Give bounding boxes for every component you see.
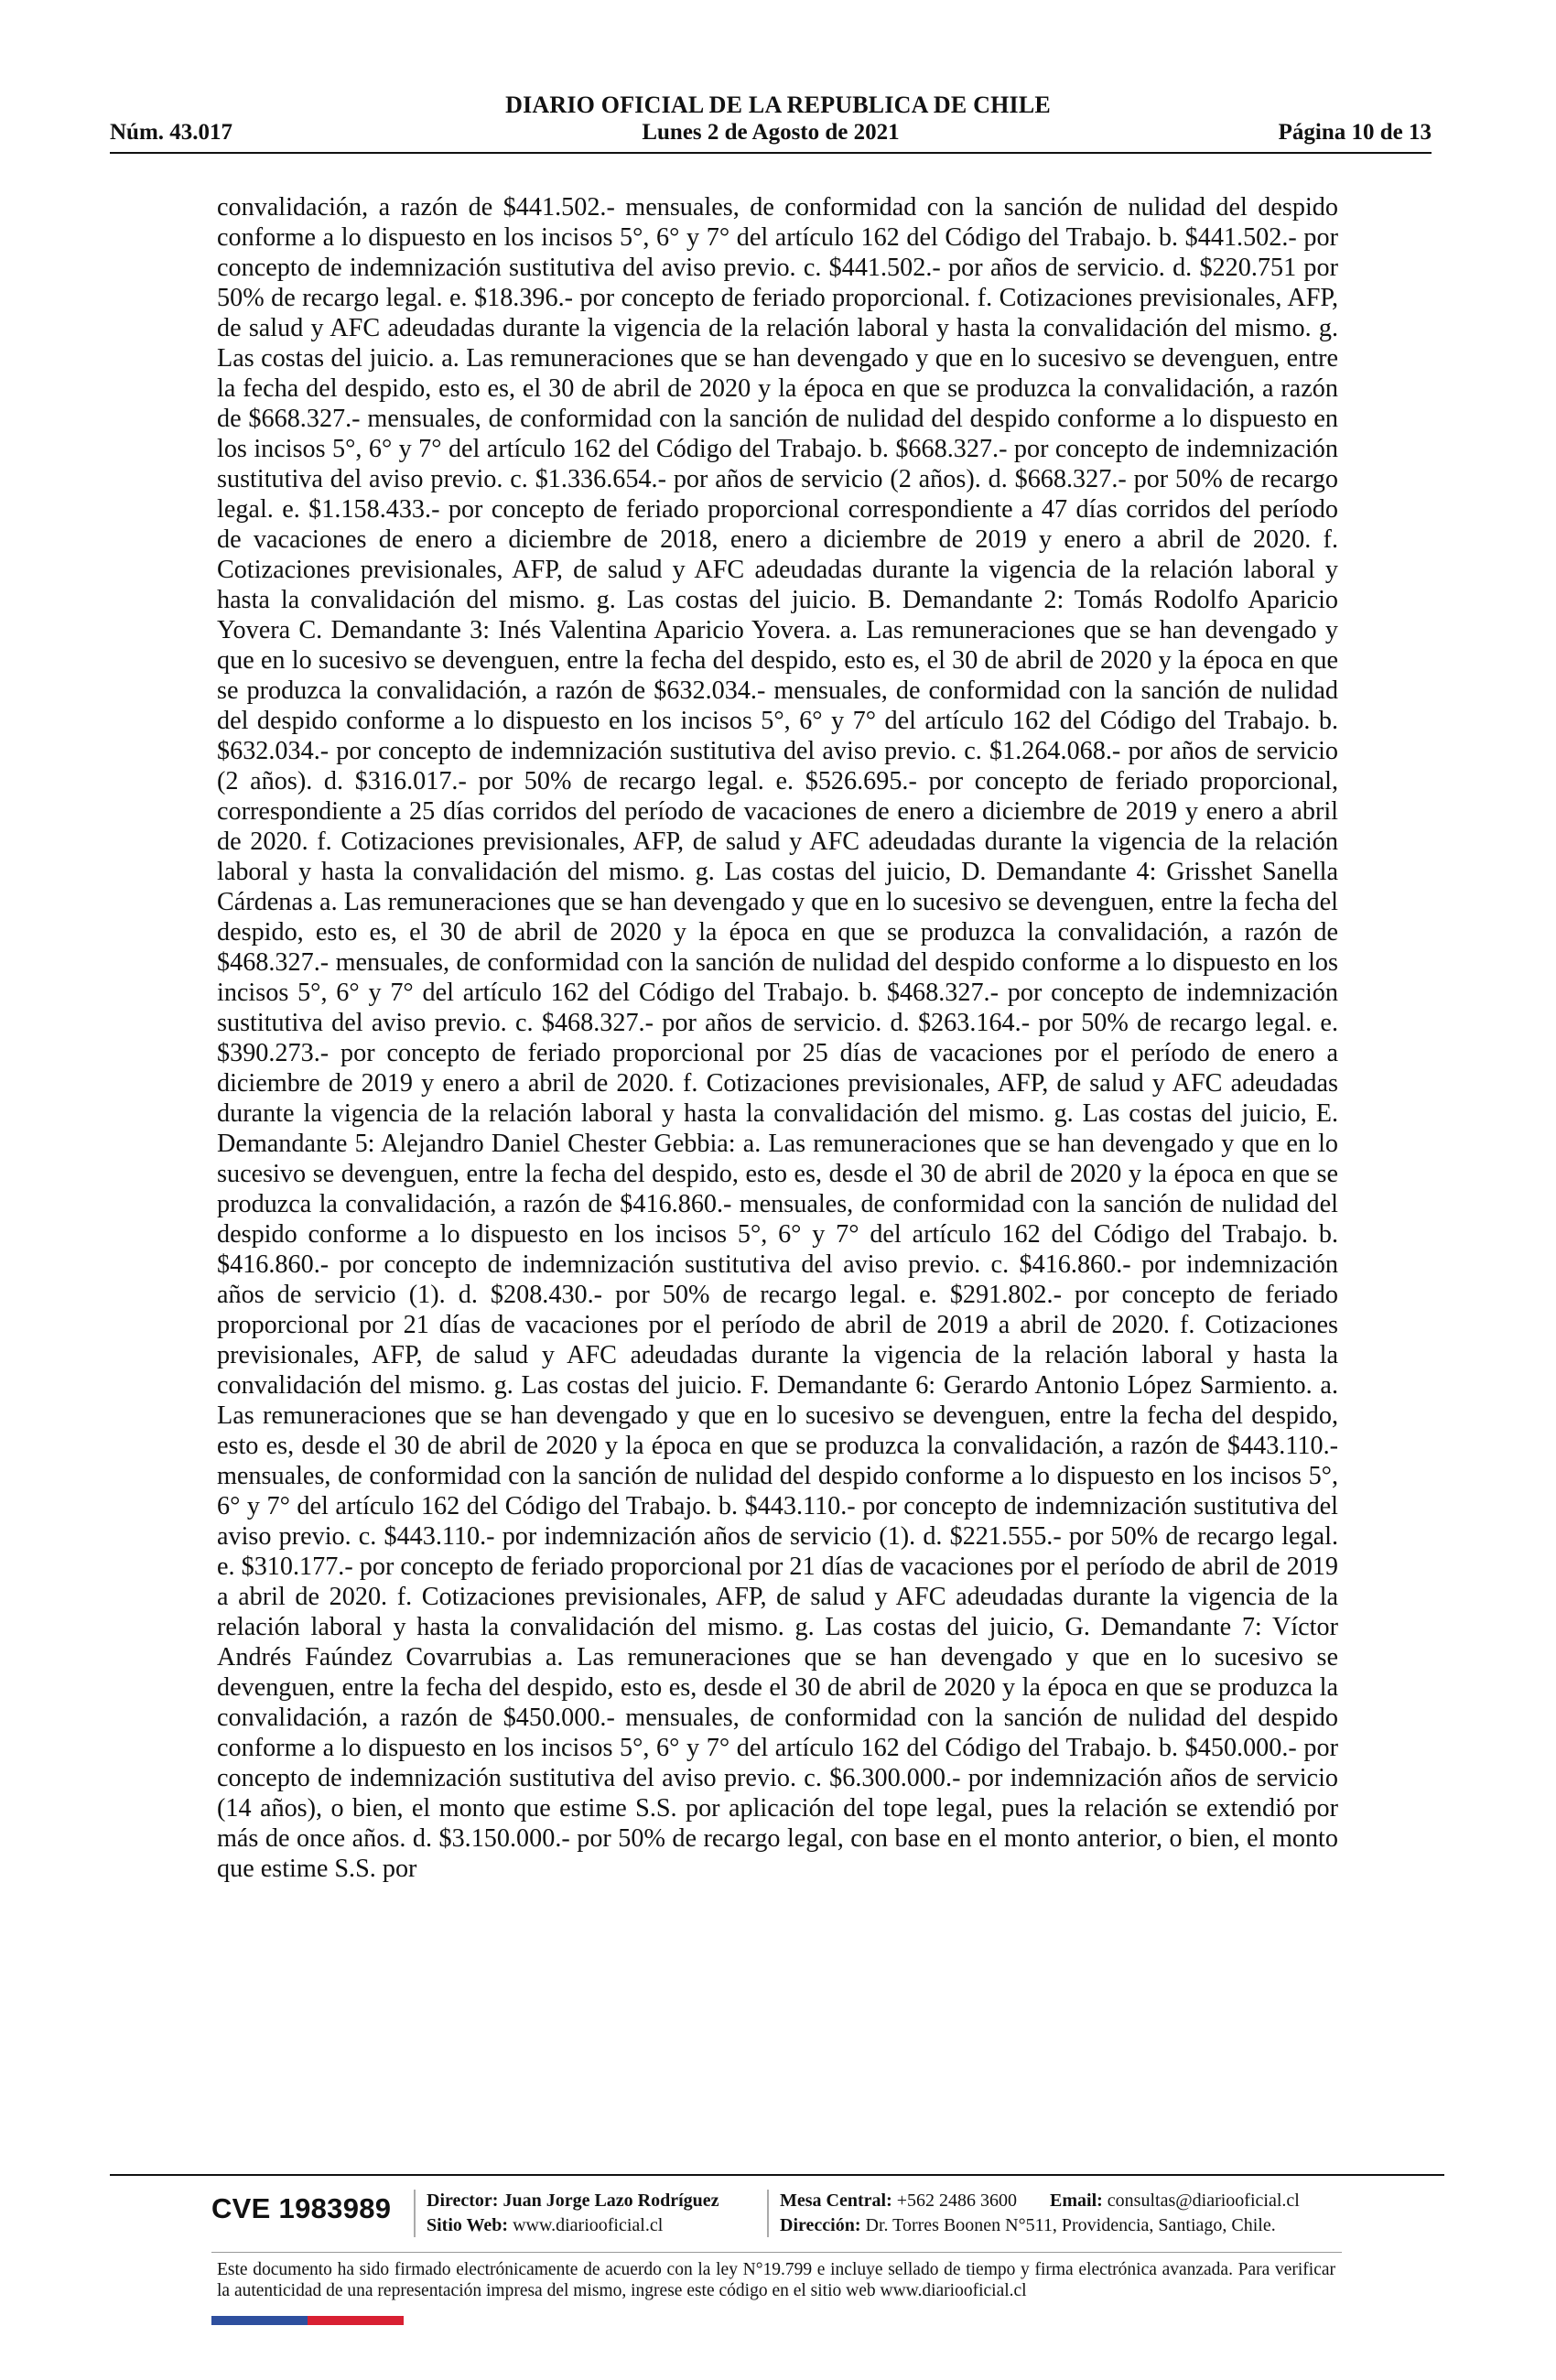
footer-separator: [767, 2190, 769, 2237]
contact-line: [780, 2189, 1300, 2213]
address-label: Dirección:: [780, 2215, 861, 2235]
address-text: Dr. Torres Boonen N°511, Providencia, Santiago, Chile.: [865, 2215, 1276, 2235]
body-paragraph: convalidación, a razón de $441.502.- mensuales, de conformidad con la sanción de nulidad del despido conforme a lo dispuesto en los incisos 5°, 6° y 7° del artículo 162 del Código del Trabajo. b. $441.502.- por concepto de indemnización sustitutiva del aviso previo. c. $441.502.- por años de servicio. d. $220.751 por 50% de recargo legal. e. $18.396.- por concepto de feriado proporcional. f. Cotizaciones previsionales, AFP, de salud y AFC adeudadas durante la vigencia de la relación laboral y hasta la convalidación del mismo. g. Las costas del juicio. a. Las remuneraciones que se han devengado y que en lo sucesivo se devenguen, entre la fecha del despido, esto es, el 30 de abril de 2020 y la época en que se produzca la convalidación, a razón de $668.327.- mensuales, de conformidad con la sanción de nulidad del despido conforme a lo dispuesto en los incisos 5°, 6° y 7° del artículo 162 del Código del Trabajo. b. $668.327.- por concepto de indemnización sustitutiva del aviso previo. c. $1.336.654.- por años de servicio (2 años). d. $668.327.- por 50% de recargo legal. e. $1.158.433.- por concepto de feriado proporcional correspondiente a 47 días corridos del período de vacaciones de enero a diciembre de 2018, enero a diciembre de 2019 y enero a abril de 2020. f. Cotizaciones previsionales, AFP, de salud y AFC adeudadas durante la vigencia de la relación laboral y hasta la convalidación del mismo. g. Las costas del juicio. B. Demandante 2: Tomás Rodolfo Aparicio Yovera C. Demandante 3: Inés Valentina Aparicio Yovera. a. Las remuneraciones que se han devengado y que en lo sucesivo se devenguen, entre la fecha del despido, esto es, el 30 de abril de 2020 y la época en que se produzca la convalidación, a razón de $632.034.- mensuales, de conformidad con la sanción de nulidad del despido conforme a lo dispuesto en los incisos 5°, 6° y 7° del artículo 162 del Código del Trabajo. b. $632.034.- por concepto de indemnización sustitutiva del aviso previo. c. $1.264.068.- por años de servicio (2 años). d. $316.017.- por 50% de recargo legal. e. $526.695.- por concepto de feriado proporcional, correspondiente a 25 días corridos del período de vacaciones de enero a diciembre de 2019 y enero a abril de 2020. f. Cotizaciones previsionales, AFP, de salud y AFC adeudadas durante la vigencia de la relación laboral y hasta la convalidación del mismo. g. Las costas del juicio, D. Demandante 4: Grisshet Sanella Cárdenas a. Las remuneraciones que se han devengado y que en lo sucesivo se devenguen, entre la fecha del despido, esto es, el 30 de abril de 2020 y la época en que se produzca la convalidación, a razón de $468.327.- mensuales, de conformidad con la sanción de nulidad del despido conforme a lo dispuesto en los incisos 5°, 6° y 7° del artículo 162 del Código del Trabajo. b. $468.327.- por concepto de indemnización sustitutiva del aviso previo. c. $468.327.- por años de servicio. d. $263.164.- por 50% de recargo legal. e. $390.273.- por concepto de feriado proporcional por 25 días de vacaciones por el período de enero a diciembre de 2019 y enero a abril de 2020. f. Cotizaciones previsionales, AFP, de salud y AFC adeudadas durante la vigencia de la relación laboral y hasta la convalidación del mismo. g. Las costas del juicio, E. Demandante 5: Alejandro Daniel Chester Gebbia: a. Las remuneraciones que se han devengado y que en lo sucesivo se devenguen, entre la fecha del despido, esto es, desde el 30 de abril de 2020 y la época en que se produzca la convalidación, a razón de $416.860.- mensuales, de conformidad con la sanción de nulidad del despido conforme a lo dispuesto en los incisos 5°, 6° y 7° del artículo 162 del Código del Trabajo. b. $416.860.- por concepto de indemnización sustitutiva del aviso previo. c. $416.860.- por indemnización años de servicio (1). d. $208.430.- por 50% de recargo legal. e. $291.802.- por concepto de feriado proporcional por 21 días de vacaciones por el período de abril de 2019 a abril de 2020. f. Cotizaciones previsionales, AFP, de salud y AFC adeudadas durante la vigencia de la relación laboral y hasta la convalidación del mismo. g. Las costas del juicio. F. Demandante 6: Gerardo Antonio López Sarmiento. a. Las remuneraciones que se han devengado y que en lo sucesivo se devenguen, entre la fecha del despido, esto es, desde el 30 de abril de 2020 y la época en que se produzca la convalidación, a razón de $443.110.- mensuales, de conformidad con la sanción de nulidad del despido conforme a lo dispuesto en los incisos 5°, 6° y 7° del artículo 162 del Código del Trabajo. b. $443.110.- por concepto de indemnización sustitutiva del aviso previo. c. $443.110.- por indemnización años de servicio (1). d. $221.555.- por 50% de recargo legal. e. $310.177.- por concepto de feriado proporcional por 21 días de vacaciones por el período de abril de 2019 a abril de 2020. f. Cotizaciones previsionales, AFP, de salud y AFC adeudadas durante la vigencia de la relación laboral y hasta la convalidación del mismo. g. Las costas del juicio, G. Demandante 7: Víctor Andrés Faúndez Covarrubias a. Las remuneraciones que se han devengado y que en lo sucesivo se devenguen, entre la fecha del despido, esto es, desde el 30 de abril de 2020 y la época en que se produzca la convalidación, a razón de $450.000.- mensuales, de conformidad con la sanción de nulidad del despido conforme a lo dispuesto en los incisos 5°, 6° y 7° del artículo 162 del Código del Trabajo. b. $450.000.- por concepto de indemnización sustitutiva del aviso previo. c. $6.300.000.- por indemnización años de servicio (14 años), o bien, el monto que estime S.S. por aplicación del tope legal, pues la relación se extendió por más de once años. d. $3.150.000.- por 50% de recargo legal, con base en el monto anterior, o bien, el monto que estime S.S. por: [217, 193, 1338, 1883]
flag-red-segment: [308, 2316, 404, 2325]
page-indicator: Página 10 de 13: [1278, 120, 1432, 145]
issue-date: Lunes 2 de Agosto de 2021: [642, 120, 900, 145]
cve-code: CVE 1983989: [211, 2192, 392, 2224]
footer-divider: [110, 2174, 1444, 2176]
flag-stripe: [211, 2316, 404, 2325]
issue-number: Núm. 43.017: [110, 120, 233, 145]
footer-director-block: [427, 2189, 719, 2238]
email-label: Email:: [1050, 2191, 1103, 2211]
phone-label: Mesa Central:: [780, 2191, 892, 2211]
header-row: [110, 120, 1432, 151]
footer-separator: [414, 2190, 416, 2237]
phone-number: +562 2486 3600: [896, 2191, 1018, 2211]
publication-title: DIARIO OFICIAL DE LA REPUBLICA DE CHILE: [505, 92, 1051, 118]
footer-contact-block: [780, 2189, 1300, 2238]
website-line: [427, 2213, 719, 2238]
header-divider: [110, 152, 1432, 154]
director-name: Juan Jorge Lazo Rodríguez: [502, 2191, 719, 2211]
director-label: Director:: [427, 2191, 499, 2211]
footer-divider-thin: [211, 2252, 1342, 2253]
website-link[interactable]: www.diariooficial.cl: [513, 2215, 664, 2235]
email-link[interactable]: consultas@diariooficial.cl: [1107, 2191, 1300, 2211]
address-line: [780, 2213, 1300, 2238]
website-label: Sitio Web:: [427, 2215, 509, 2235]
flag-blue-segment: [211, 2316, 308, 2325]
legal-notice: Este documento ha sido firmado electrónicamente de acuerdo con la ley N°19.799 e incluye sellado de tiempo y firma electrónica avanzada. Para verificar la autenticidad de una representación impresa del mismo, ingrese este código en el sitio web www.diariooficial.cl: [217, 2260, 1335, 2300]
director-line: [427, 2189, 719, 2213]
